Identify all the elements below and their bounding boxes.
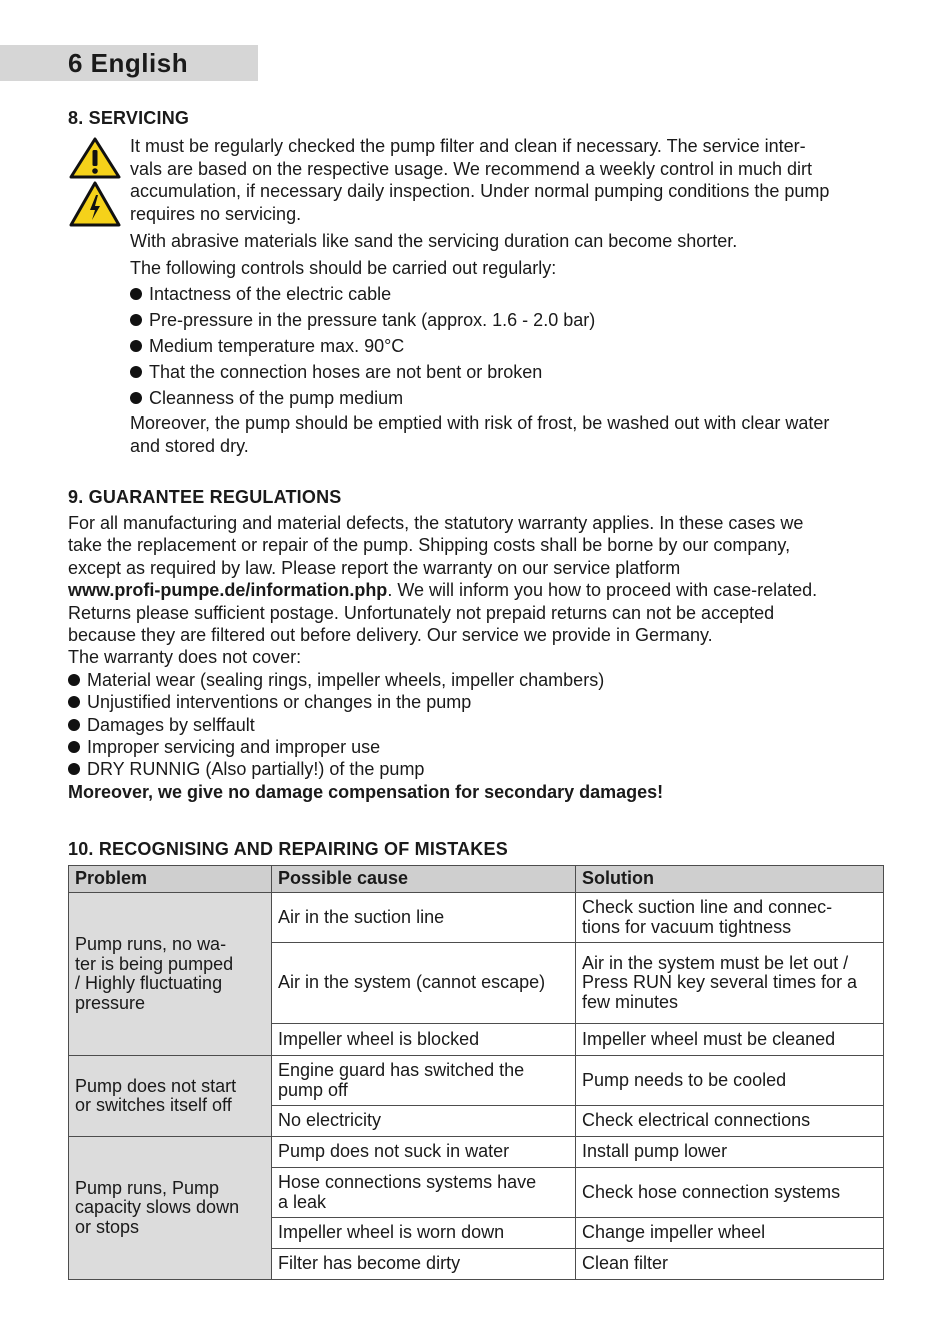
servicing-outro <box>130 412 890 457</box>
bullet-icon <box>68 674 80 686</box>
troubleshooting-body <box>69 893 884 1280</box>
troubleshooting-table <box>68 865 884 1280</box>
solution-cell: Install pump lower <box>576 1137 884 1168</box>
problem-cell: Pump runs, Pump capacity slows down or stops <box>69 1137 272 1280</box>
servicing-controls-list <box>130 283 890 409</box>
cause-cell: Filter has become dirty <box>272 1249 576 1280</box>
list-item-text: Improper servicing and improper use <box>87 737 381 758</box>
list-item-text: Cleanness of the pump medium <box>149 387 404 408</box>
table-row <box>69 893 884 943</box>
solution-cell: Pump needs to be cooled <box>576 1056 884 1106</box>
servicing-intro-line: It must be regularly checked the pump filter and clean if necessary. The service inter- <box>130 136 806 156</box>
problem-cell: Pump runs, no wa- ter is being pumped / Highly fluctuating pressure <box>69 893 272 1056</box>
list-item-text: Intactness of the electric cable <box>149 284 392 304</box>
servicing-abrasive-note: With abrasive materials like sand the servicing duration can become shorter. <box>130 230 738 251</box>
bullet-icon <box>68 741 80 753</box>
list-item <box>68 736 888 758</box>
bullet-icon <box>68 719 80 731</box>
guarantee-line: The warranty does not cover: <box>68 647 302 668</box>
table-header-row <box>69 866 884 893</box>
bullet-icon <box>130 392 142 404</box>
list-item <box>68 758 888 780</box>
solution-cell: Check suction line and connec- tions for vacuum tightness <box>576 893 884 943</box>
servicing-body <box>130 135 890 457</box>
servicing-intro-line: vals are based on the respective usage. We recommend a weekly control in much dirt <box>130 158 813 179</box>
servicing-outro-line: Moreover, the pump should be emptied with risk of frost, be washed out with clear water <box>130 413 830 434</box>
cause-cell: Air in the system (cannot escape) <box>272 943 576 1024</box>
guarantee-line: because they are filtered out before delivery. Our service we provide in Germany. <box>68 625 713 646</box>
list-item <box>68 714 888 736</box>
guarantee-line: except as required by law. Please report the warranty on our service platform <box>68 557 681 578</box>
guarantee-line: For all manufacturing and material defects, the statutory warranty applies. In these cases we <box>68 513 804 533</box>
list-item <box>68 669 888 691</box>
cause-cell: Hose connections systems have a leak <box>272 1168 576 1218</box>
problem-cell: Pump does not start or switches itself off <box>69 1056 272 1137</box>
guarantee-text <box>68 512 888 669</box>
guarantee-body <box>68 512 888 803</box>
list-item-text: Medium temperature max. 90°C <box>149 335 405 356</box>
bullet-icon <box>68 763 80 775</box>
guarantee-line: take the replacement or repair of the pump. Shipping costs shall be borne by our company, <box>68 535 791 556</box>
list-item-text: Material wear (sealing rings, impeller wheels, impeller chambers) <box>87 669 605 690</box>
cause-cell: Impeller wheel is blocked <box>272 1024 576 1056</box>
cause-cell: Engine guard has switched the pump off <box>272 1056 576 1106</box>
list-item <box>68 691 888 713</box>
troubleshooting-heading: 10. RECOGNISING AND REPAIRING OF MISTAKES <box>68 839 508 859</box>
bullet-icon <box>130 288 142 300</box>
column-header-solution: Solution <box>576 866 884 893</box>
list-item <box>130 361 890 384</box>
solution-cell: Impeller wheel must be cleaned <box>576 1024 884 1056</box>
list-item <box>130 283 890 306</box>
column-header-problem: Problem <box>69 866 272 893</box>
page-header-band <box>0 45 258 81</box>
list-item-text: That the connection hoses are not bent or broken <box>149 361 543 382</box>
list-item <box>130 387 890 410</box>
list-item <box>130 335 890 358</box>
servicing-intro-line: accumulation, if necessary daily inspection. Under normal pumping conditions the pump <box>130 181 830 201</box>
servicing-outro-line: and stored dry. <box>130 435 249 456</box>
bullet-icon <box>130 340 142 352</box>
cause-cell: Impeller wheel is worn down <box>272 1218 576 1249</box>
bullet-icon <box>130 314 142 326</box>
list-item-text: Damages by selffault <box>87 714 255 735</box>
table-row <box>69 1056 884 1106</box>
cause-cell: Pump does not suck in water <box>272 1137 576 1168</box>
servicing-heading: 8. SERVICING <box>68 108 190 128</box>
electric-hazard-icon <box>69 181 121 227</box>
servicing-controls-intro: The following controls should be carried out regularly: <box>130 257 557 278</box>
solution-cell: Air in the system must be let out / Press RUN key several times for a few minutes <box>576 943 884 1024</box>
guarantee-line: . We will inform you how to proceed with case-related. <box>387 580 818 601</box>
service-platform-link[interactable]: www.profi-pumpe.de/information.php <box>68 580 388 601</box>
list-item-text: DRY RUNNIG (Also partially!) of the pump <box>87 759 425 780</box>
column-header-cause: Possible cause <box>272 866 576 893</box>
solution-cell: Check hose connection systems <box>576 1168 884 1218</box>
guarantee-line: Returns please sufficient postage. Unfortunately not prepaid returns can not be accepted <box>68 602 775 623</box>
table-row <box>69 1137 884 1168</box>
warranty-exclusions-list <box>68 669 888 781</box>
list-item-text: Pre-pressure in the pressure tank (approx. 1.6 - 2.0 bar) <box>149 309 596 330</box>
servicing-intro-line: requires no servicing. <box>130 203 302 224</box>
guarantee-heading: 9. GUARANTEE REGULATIONS <box>68 487 342 507</box>
solution-cell: Change impeller wheel <box>576 1218 884 1249</box>
guarantee-closing-statement: Moreover, we give no damage compensation for secondary damages! <box>68 781 664 802</box>
servicing-intro <box>130 135 890 225</box>
cause-cell: No electricity <box>272 1106 576 1137</box>
solution-cell: Clean filter <box>576 1249 884 1280</box>
list-item-text: Unjustified interventions or changes in the pump <box>87 692 472 713</box>
warning-triangle-icon <box>69 137 121 179</box>
bullet-icon <box>130 366 142 378</box>
cause-cell: Air in the suction line <box>272 893 576 943</box>
bullet-icon <box>68 696 80 708</box>
solution-cell: Check electrical connections <box>576 1106 884 1137</box>
page-header-title: 6 English <box>68 48 189 78</box>
list-item <box>130 309 890 332</box>
